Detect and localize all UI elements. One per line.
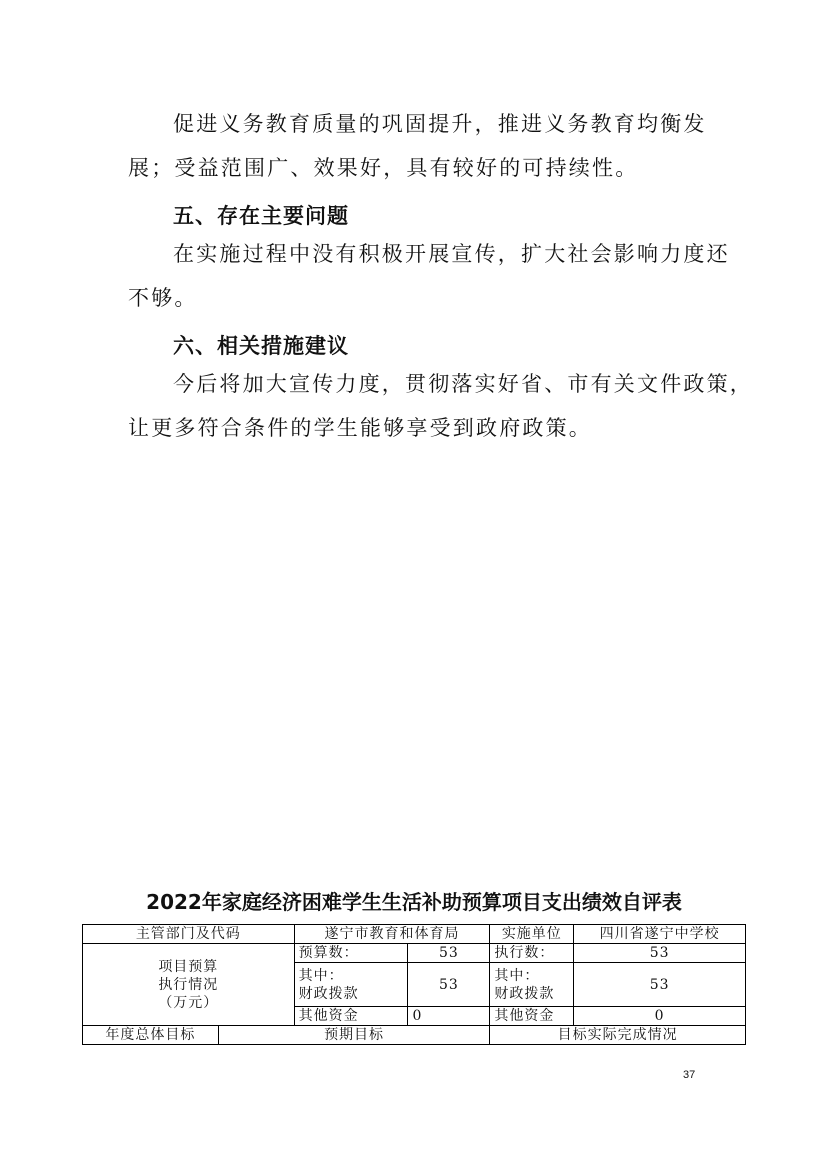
fiscal-label-line: 其中： [298, 967, 344, 984]
section-heading-suggestions: 六、相关措施建议 [173, 334, 349, 358]
text-line: 展；受益范围广、效果好，具有较好的可持续性。 [128, 156, 639, 180]
actual-completion-label: 目标实际完成情况 [490, 1026, 746, 1045]
text-line: 不够。 [128, 286, 198, 310]
budget-label [83, 944, 295, 1026]
fiscal-label-line: 其中： [494, 967, 540, 984]
annual-goal-label: 年度总体目标 [83, 1026, 219, 1045]
fiscal-label-line: 财政拨款 [494, 985, 555, 1002]
performance-table [82, 924, 746, 1045]
dept-value: 遂宁市教育和体育局 [294, 925, 490, 944]
section-heading-problems: 五、存在主要问题 [173, 204, 349, 228]
budget-label-line: 执行情况 [158, 976, 219, 993]
unit-value: 四川省遂宁中学校 [574, 925, 746, 944]
other-exec-label: 其他资金 [490, 1007, 574, 1026]
text-line: 今后将加大宣传力度，贯彻落实好省、市有关文件政策， [173, 372, 753, 396]
budget-label-line: （万元） [158, 994, 219, 1011]
table-title: 2022年家庭经济困难学生生活补助预算项目支出绩效自评表 [146, 890, 682, 914]
budget-label-line: 项目预算 [158, 958, 219, 975]
fiscal-exec-value: 53 [574, 963, 746, 1007]
fiscal-label [294, 963, 408, 1007]
dept-label: 主管部门及代码 [83, 925, 295, 944]
unit-label: 实施单位 [490, 925, 574, 944]
fiscal-budget-value: 53 [408, 963, 490, 1007]
text-line: 促进义务教育质量的巩固提升，推进义务教育均衡发 [173, 112, 707, 136]
fiscal-exec-label [490, 963, 574, 1007]
exec-count-label: 执行数： [490, 944, 574, 963]
text-line: 在实施过程中没有积极开展宣传，扩大社会影响力度还 [173, 242, 730, 266]
exec-count-value: 53 [574, 944, 746, 963]
other-label: 其他资金 [294, 1007, 408, 1026]
expected-goal-label: 预期目标 [218, 1026, 490, 1045]
budget-count-value: 53 [408, 944, 490, 963]
page-number: 37 [683, 1069, 696, 1081]
budget-count-label: 预算数： [294, 944, 408, 963]
fiscal-label-line: 财政拨款 [298, 985, 359, 1002]
text-line: 让更多符合条件的学生能够享受到政府政策。 [128, 416, 592, 440]
other-budget-value: 0 [408, 1007, 490, 1026]
other-exec-value: 0 [574, 1007, 746, 1026]
